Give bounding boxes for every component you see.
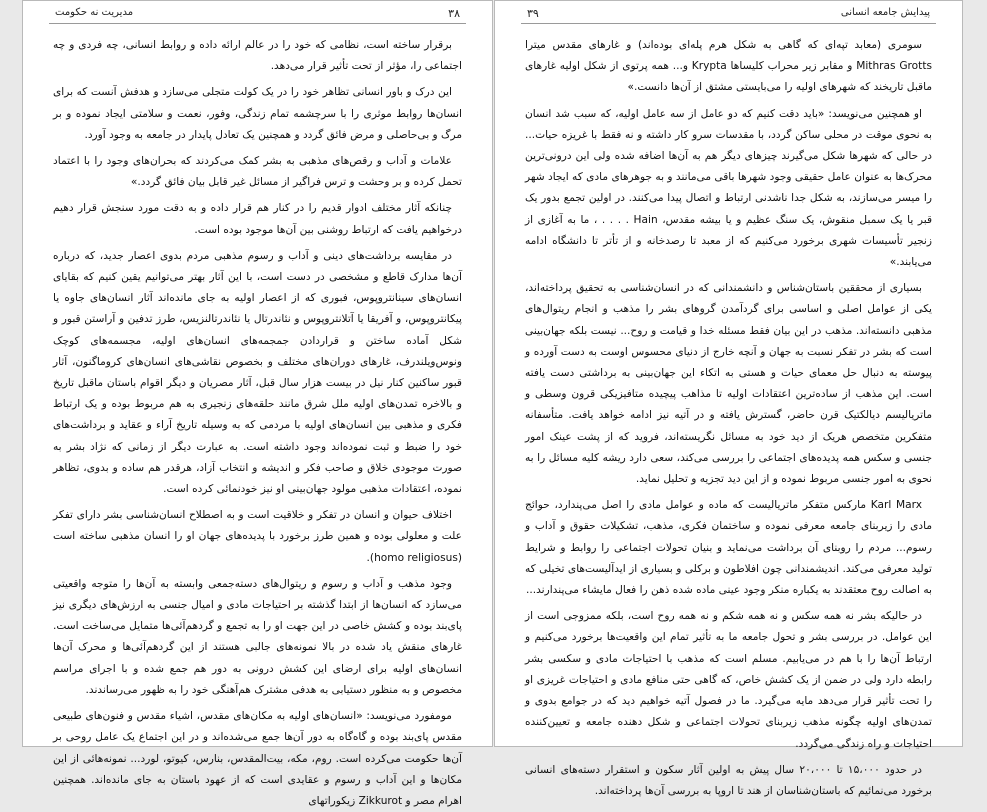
left-running-title: مدیریت نه حکومت	[55, 7, 134, 18]
paragraph: بسیاری از محققین باستان‌شناس و دانشمندانی که در انسان‌شناسی به تحقیق پرداخته‌اند، یکی از عوامل اصلی و اساسی برای گردآمدن گروهای بشر را مذهب و انجام ریتوال‌های مذهبی دانسته‌اند. مذهب در این بیان فقط مسئله خدا و قیامت و روح... نیست بلکه جهان‌بینی است که بشر در تفکر نسبت به جهان و آنچه خارج از دنیای محسوس اوست به دست آورده و پیوسته به دنبال حل معمای حیات و هستی به اتکاء این جهان‌بینی به برداشتی دست یافته است. این مذهب از ساده‌ترین اعتقادات اولیه تا مذاهب پیچیده متافیزیکی قرون وسطی و ماتریالیسم دیالکتیک قرن حاضر، گسترش یافته و در آتیه نیز ادامه خواهد یافت. متأسفانه متفکرین متخصص هریک از دید خود به مسائل نگریسته‌اند، فروید که از پشت عینک امور جنسی و سکس همه پدیده‌های اجتماعی را بررسی می‌کند، سعی دارد ریشه کلیه مسائل را به نحوی به امور جنسی مربوط نموده و از این دید تجزیه و تحلیل نماید.	[525, 282, 932, 486]
right-page-number: ۳۹	[527, 7, 539, 20]
paragraph: مومفورد می‌نویسد: «انسان‌های اولیه به مکان‌های مقدس، اشیاء مقدس و فنون‌های طبیعی مقدس پای‌بند بوده و گاه‌گاه به دور آن‌ها جمع می‌شده‌اند و در این اجتماع یک عامل روحی بر آن‌ها حکومت می‌کرده است. روم، مکه، بیت‌المقدس، بنارس، کیوتو، لورد... نمونه‌هائی از این مکان‌ها و این آداب و رسوم و عقایدی است که از عهود باستان به جای مانده‌اند. همچنین اهرام مصر و Zikkurot زیکوراتهای	[53, 710, 462, 807]
paragraph: در حالیکه بشر نه همه سکس و نه همه شکم و نه همه روح است، بلکه ممزوجی است از این عوامل. در بررسی بشر و تحول جامعه ما به تأثیر تمام این واقعیت‌ها برخورد می‌کنیم و ارتباط آن‌ها را با هم در می‌یابیم. مسلم است که مذهب با احتیاجات مادی و سکسی بشر رابطه دارد ولی در ضمن از یک کشش خاص، که گاهی حتی منافع مادی و احتیاجات غریزی او را تحت تأثیر قرار می‌دهد مایه می‌گیرد. ما در فصول آتیه خواهیم دید که در جوامع بدوی و تمدن‌های اولیه چگونه مذهب زیربنای تحولات اجتماعی و شکل دهنده جامعه و تعیین‌کننده احتیاجات و راه زندگی می‌گردد.	[525, 610, 932, 750]
paragraph: وجود مذهب و آداب و رسوم و ریتوال‌های دسته‌جمعی وابسته به آن‌ها را متوجه واقعیتی می‌سازد که انسان‌ها از ابتدا گذشته بر احتیاجات مادی و امیال جنسی به ارزش‌های دیگری نیز پای‌بند بوده و کشش خاصی در این جهت او را به تجمع و گردهم‌آئی‌ها متمایل می‌ساخت است. غارهای منقش یاد شده در بالا نمونه‌های جالبی هستند از این گردهم‌آئی‌ها و محرک آن‌ها انسان‌های اولیه برای ارضای این کشش درونی به دور هم جمع شده و با اجرای مراسم مخصوص و به منظور دستیابی به هدفی مشترک هم‌آهنگی خود را به ظهور می‌رساندند.	[53, 577, 462, 696]
right-page-header	[521, 5, 936, 24]
paragraph: Karl Marx مارکس متفکر ماتریالیست که ماده و عوامل مادی را اصل می‌پندارد، حوائج مادی را زیربنای جامعه معرفی نموده و ساختمان فکری، مذهب، تشکیلات حقوق و آداب و رسوم... مردم را روبنای آن برداشت می‌نماید و بنیان تحولات اجتماعی را روابط و شرایط تولید معرفی می‌کند. اندیشمندانی چون افلاطون و برکلی و بسیاری از ایدآلیست‌های تخیلی که به اصالت روح معتقدند به یکباره منکر وجود عینی ماده شده ذهن را فعال مایشاء می‌پندارند...	[525, 499, 932, 597]
paragraph: در مقایسه برداشت‌های دینی و آداب و رسوم مذهبی مردم بدوی اعصار جدید، که درباره آن‌ها مدارک قاطع و مشخصی در دست است، با این آثار بهتر می‌توانیم یقین کنیم که بقایای انسان‌های سینانتروپوس، فبوری که از اعصار اولیه به جای مانده‌اند آثار انسان‌های جاوه یا پیکانتروپوس، و آفریقا یا آتلانتروپوس و نئاندرتال یا نئاندرتالنزیس، طرز تدفین و آراستن قبور و شکل آماده ساختن و قراردادن جمجمه‌های انسان‌های اولیه، مجسمه‌های کوچک ونوس‌ویلندرف، غارهای دوران‌های مختلف و بخصوص نقاشی‌های انسان‌های کروماگنون، آثار قبور ساکنین کنار نیل در بیست هزار سال قبل، آثار مصریان و دیگر اقوام باستان ماقبل تاریخ و بالاخره تمدن‌های اولیه ملل شرق مانند حلقه‌های زنجیری به هم مربوط بوده و یک ارتباط فکری و مذهبی بین انسان‌های اولیه با مردمی که به وسیله تاریخ آراء و عقاید و برداشت‌های خود را ضبط و ثبت نموده‌اند وجود داشته است. به عبارت دیگر از زمانی که نژاد بشر به صورت موجودی خلاق و صاحب فکر و اندیشه و انتخاب آزاد، هرقدر هم ساده و بدوی، تظاهر نموده، اعتقادات مذهبی مولود جهان‌بینی او نیز خودنمائی کرده است.	[53, 249, 462, 496]
right-page	[494, 0, 963, 797]
paragraph: اختلاف حیوان و انسان در تفکر و خلاقیت است و به اصطلاح انسان‌شناسی بشر دارای تفکر علت و معلولی بوده و همین طرز برخورد با پدیده‌های جهان او را انسان مذهبی ساخته است (homo religiosus).	[53, 509, 462, 564]
paragraph: در حدود ۱۵،۰۰۰ تا ۲۰،۰۰۰ سال پیش به اولین آثار سکون و استقرار دسته‌های انسانی برخورد می‌نمائیم که باستان‌شناسان از هند تا اروپا به بررسی آن‌ها پرداخته‌اند.	[525, 763, 932, 797]
paragraph: این درک و باور انسانی تظاهر خود را در یک کولت متجلی می‌سازد و هدفش آنست که برای انسان‌ها روابط موثری را با سرچشمه تمام زندگی، وفور، نعمت و سلامتی ایجاد نموده و بر مرگ و بی‌حاصلی و مرض فائق گردد و همچنین یک تعادل پایدار در جامعه به وجود آورد.	[53, 86, 462, 141]
paragraph: چنانکه آثار مختلف ادوار قدیم را در کنار هم قرار داده و به دقت مورد سنجش قرار دهیم درخواهیم یافت که ارتباط روشنی بین آن‌ها موجود بوده است.	[53, 202, 462, 236]
right-page-body	[525, 35, 933, 797]
left-page-number: ۳۸	[448, 7, 460, 20]
left-page	[22, 0, 493, 807]
left-page-body	[53, 35, 462, 807]
right-running-title: پیدایش جامعه انسانی	[840, 7, 930, 18]
paragraph: علامات و آداب و رقص‌های مذهبی به بشر کمک می‌کردند که بحران‌های وجود را با اعتماد تحمل کرده و بر وحشت و ترس فراگیر از مسائل غیر قابل بیان فائق گردد.»	[53, 155, 462, 189]
paragraph: سومری (معابد تپه‌ای که گاهی به شکل هرم پله‌ای بوده‌اند) و غارهای مقدس میترا Mithras Grotts و مقابر زیر محراب کلیساها Krypta و... همه پرتوی از شکل اولیه غارهای ماقبل تاریخند که شهرهای اولیه را می‌بایستی مشتق از آن‌ها دانست.»	[525, 39, 932, 94]
left-page-header	[49, 5, 466, 24]
paragraph: برقرار ساخته است، نظامی که خود را در عالم ارائه داده و روابط انسانی، چه فردی و چه اجتماعی را، مؤثر از تحت تأثیر قرار می‌دهد.	[53, 39, 462, 73]
paragraph: او همچنین می‌نویسد: «باید دقت کنیم که دو عامل از سه عامل اولیه، که سبب شد انسان به نحوی موقت در محلی ساکن گردد، با مقدسات سرو کار داشته و نه فقط با غریزه حیات... در حالی که شهرها شکل می‌گیرند چیزهای دیگر هم به آن‌ها اضافه شده ولی این درونی‌ترین محرک‌ها به عنوان عامل حقیقی وجود شهرها باقی می‌مانند و به جوهرهای مادی که ایجاد شهر را میسر می‌سازند، به شکل جدا ناشدنی ارتباط و اتصال پیدا می‌کنند. در اولین تجمع بدور یک قبر یا یک سمبل منقوش، یک سنگ عظیم و یا بیشه مقدس، Hain . . . . ، ما به آغازی از زنجیر تأسیسات شهری برخورد می‌کنیم که از معبد تا رصدخانه و از تأتر تا دانشگاه ادامه می‌یابند.»	[525, 107, 933, 269]
